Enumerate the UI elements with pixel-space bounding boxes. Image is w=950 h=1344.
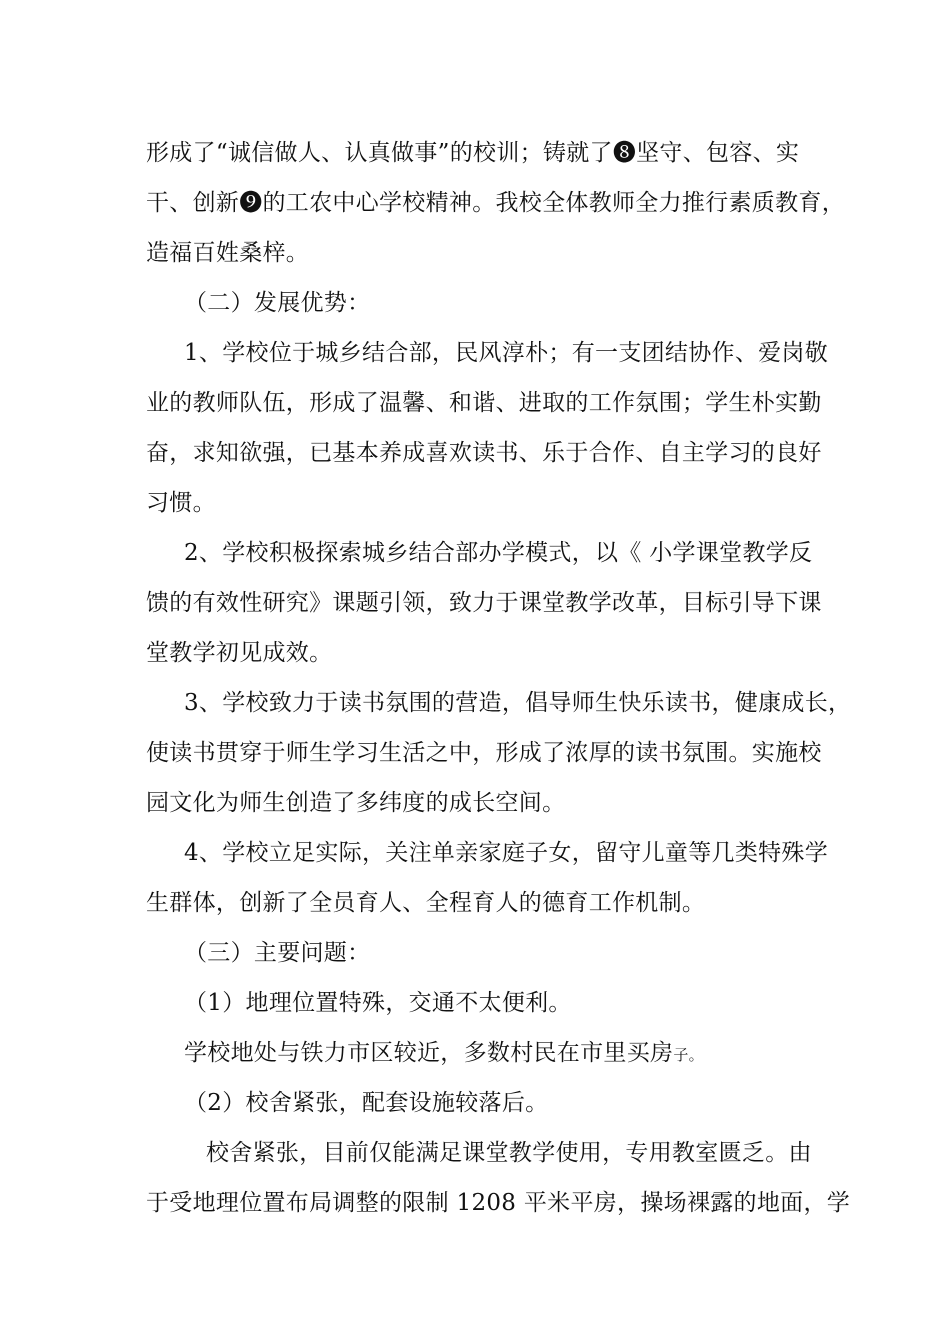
paragraph-line: 使读书贯穿于师生学习生活之中，形成了浓厚的读书氛围。实施校: [146, 740, 822, 766]
paragraph-line: 于受地理位置布局调整的限制 1208 平米平房，操场裸露的地面，学: [146, 1190, 851, 1216]
paragraph-line: 馈的有效性研究》课题引领，致力于课堂教学改革，目标引导下课: [146, 590, 822, 616]
section-heading: （三）主要问题：: [184, 940, 371, 966]
paragraph-line: 1、学校位于城乡结合部，民风淳朴；有一支团结协作、爱岗敬: [184, 340, 829, 366]
paragraph-line-main: 学校地处与铁力市区较近，多数村民在市里买房: [184, 1040, 674, 1066]
subsection-heading: （1）地理位置特殊，交通不太便利。: [184, 990, 572, 1016]
paragraph-line: 造福百姓桑梓。: [146, 240, 310, 266]
paragraph-line: 形成了“诚信做人、认真做事”的校训；铸就了❽坚守、包容、实: [146, 140, 800, 166]
paragraph-line: 奋，求知欲强，已基本养成喜欢读书、乐于合作、自主学习的良好: [146, 440, 822, 466]
paragraph-line: [184, 1038, 704, 1070]
paragraph-line: 2、学校积极探索城乡结合部办学模式，以《 小学课堂教学反: [184, 540, 813, 566]
paragraph-line: 干、创新❾的工农中心学校精神。我校全体教师全力推行素质教育，: [146, 190, 845, 216]
paragraph-line: 业的教师队伍，形成了温馨、和谐、进取的工作氛围；学生朴实勤: [146, 390, 822, 416]
paragraph-line: 堂教学初见成效。: [146, 640, 333, 666]
subsection-heading: （2）校舍紧张，配套设施较落后。: [184, 1090, 549, 1116]
paragraph-line: 校舍紧张，目前仅能满足课堂教学使用，专用教室匮乏。由: [206, 1140, 812, 1166]
paragraph-line: 3、学校致力于读书氛围的营造，倡导师生快乐读书，健康成长，: [184, 690, 852, 716]
paragraph-line: 习惯。: [146, 490, 216, 516]
paragraph-line-small: 子。: [673, 1046, 704, 1064]
paragraph-line: 园文化为师生创造了多纬度的成长空间。: [146, 790, 566, 816]
paragraph-line: 生群体，创新了全员育人、全程育人的德育工作机制。: [146, 890, 706, 916]
paragraph-line: 4、学校立足实际，关注单亲家庭子女，留守儿童等几类特殊学: [184, 840, 829, 866]
section-heading: （二）发展优势：: [184, 290, 371, 316]
